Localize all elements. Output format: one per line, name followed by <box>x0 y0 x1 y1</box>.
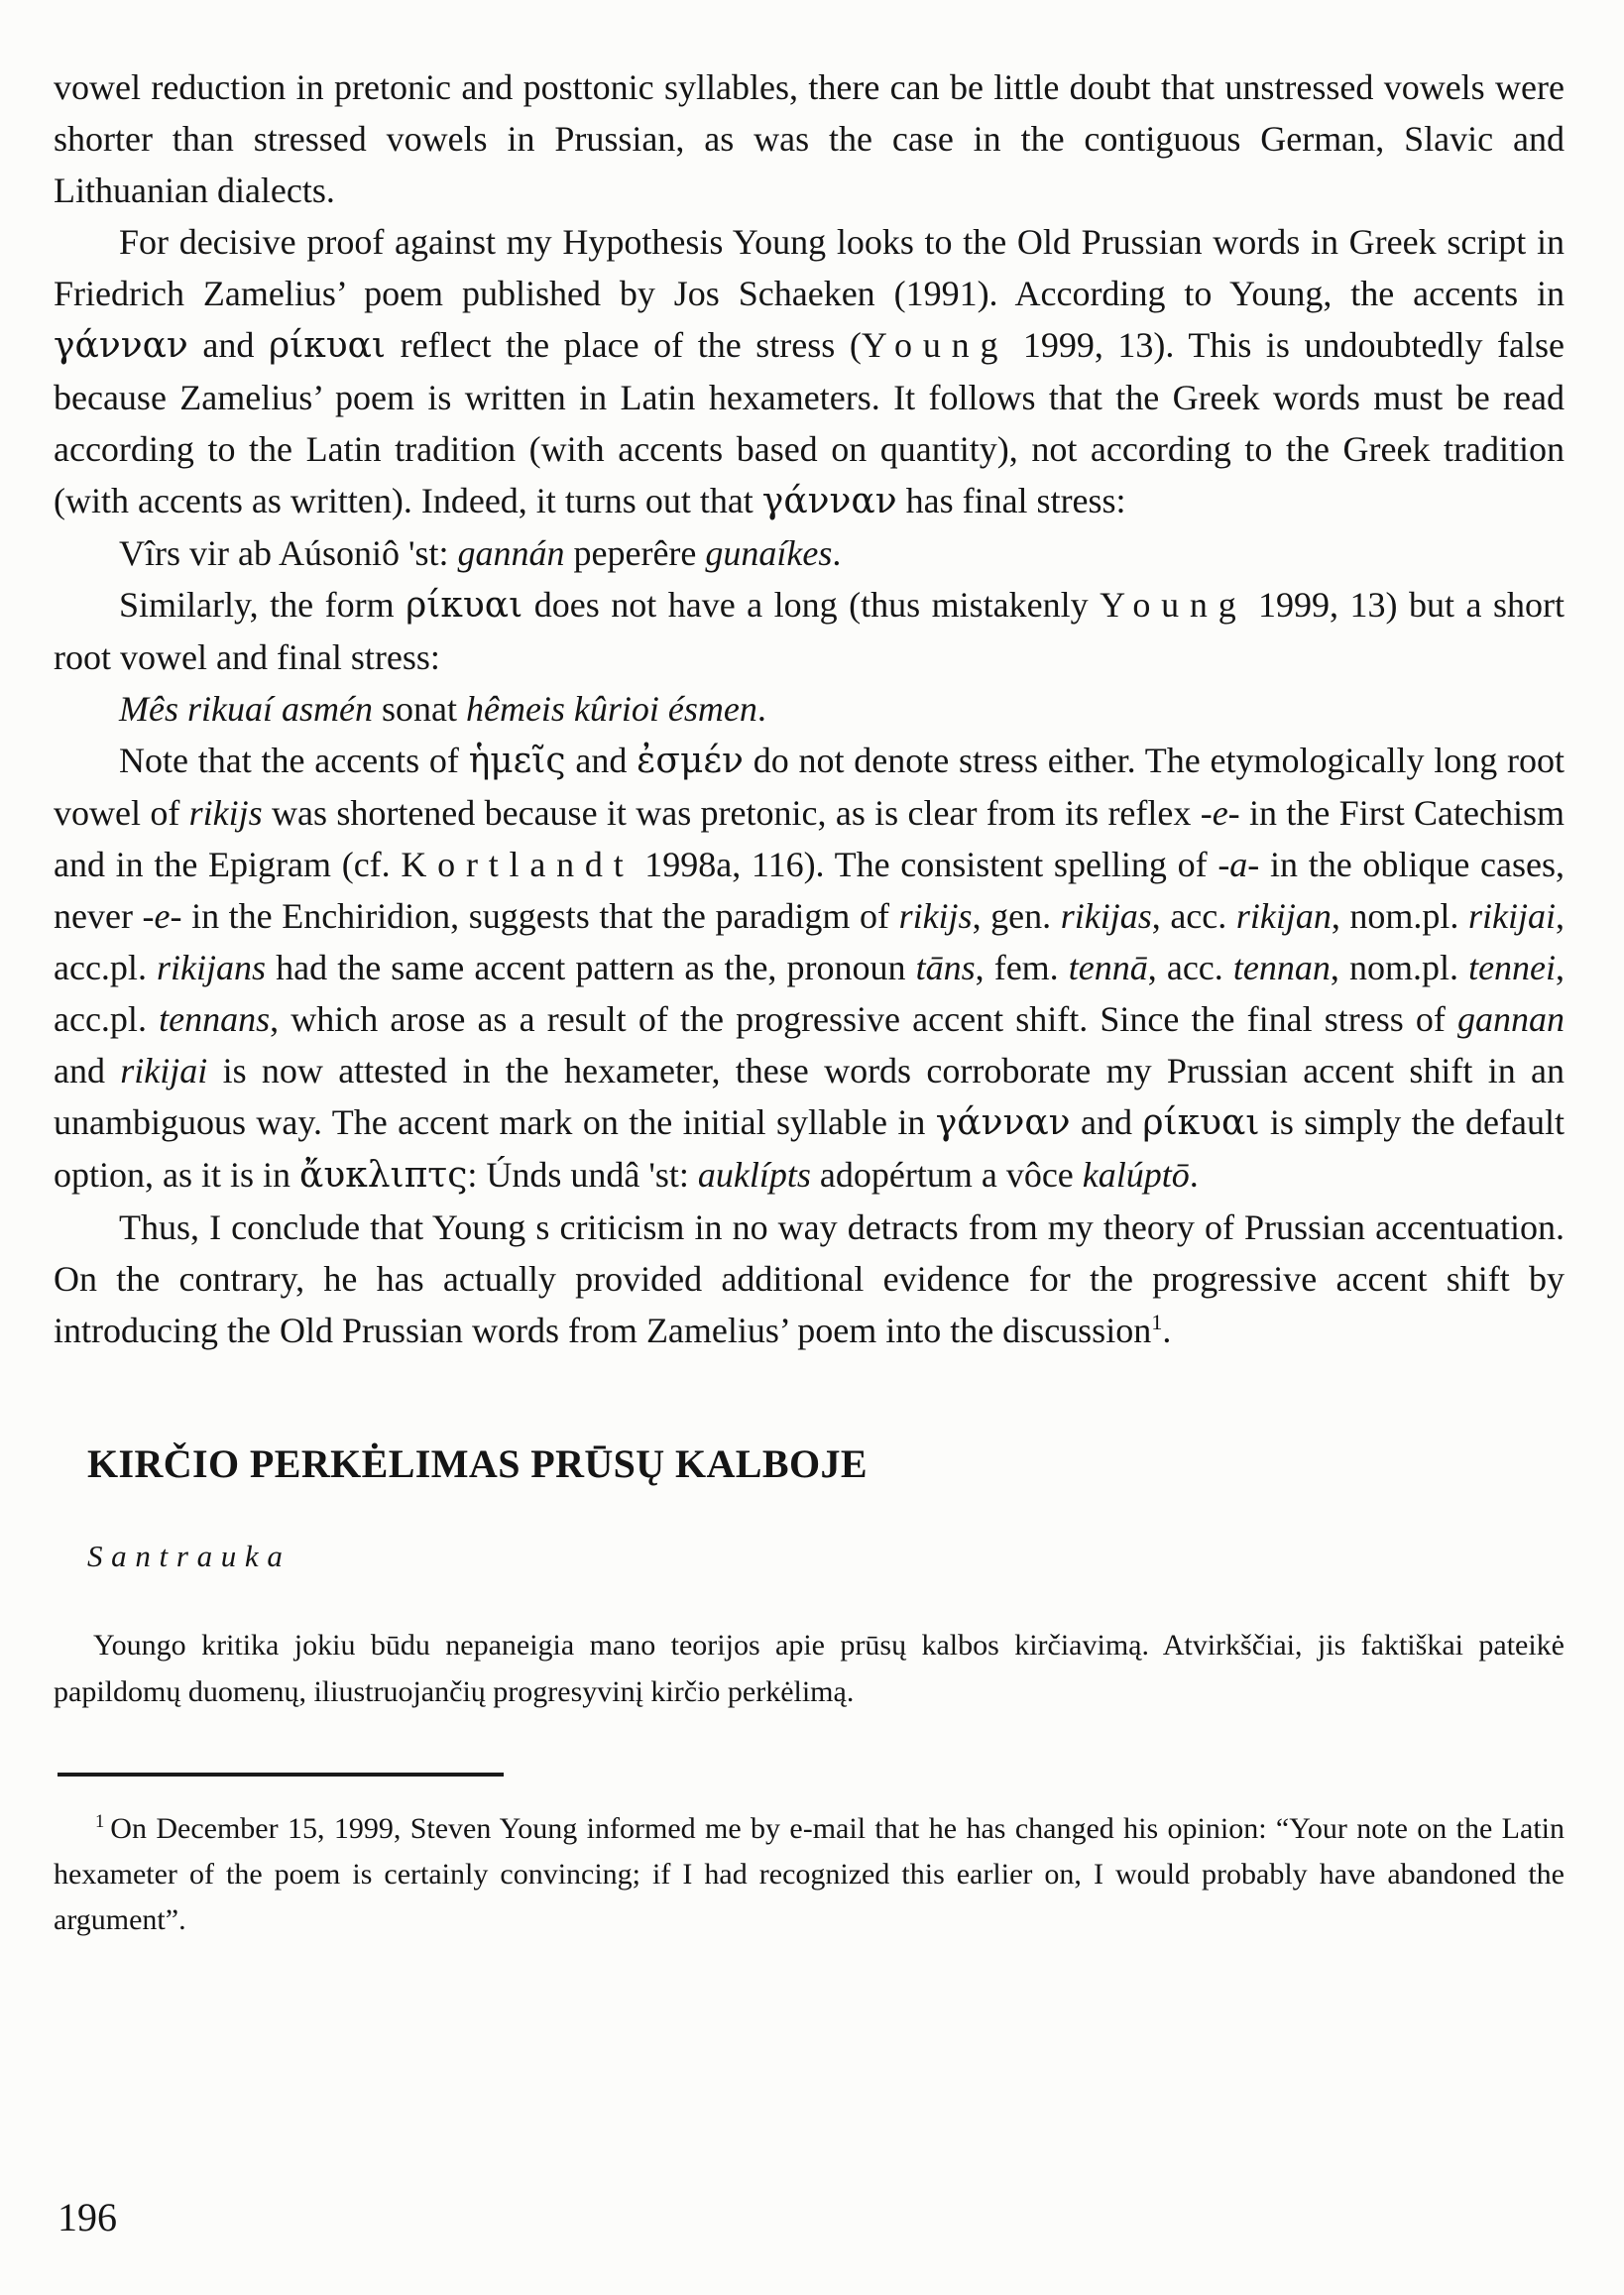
body-paragraph: Thus, I conclude that Young s criticism in no way detracts from my theory of Prussian accentuation. On the contrary, he has actually provided additional evidence for the progressive accent shift by introducing the Old Prussian words from Zamelius’ poem into the discussion$^1$. <box>54 1207 1565 1350</box>
body-paragraph: Similarly, the form ρίκυαι does not have a long (thus mistakenly Young 1999, 13) but a short root vowel and final stress: <box>54 585 1565 677</box>
verse-line: Mês rikuaí asmén sonat hêmeis kûrioi ésmen. <box>119 689 766 729</box>
section-heading: KIRČIO PERKĖLIMAS PRŪSŲ KALBOJE <box>87 1441 868 1486</box>
footnote-marker: 1 <box>95 1811 105 1832</box>
footnote-separator <box>58 1773 504 1777</box>
body-paragraph: For decisive proof against my Hypothesis Young looks to the Old Prussian words in Greek script in Friedrich Zamelius’ poem published by Jos Schaeken (1991). According to Young, the accents in γάνναν and ρίκυαι reflect the place of the stress (Young 1999, 13). This is undoubtedly false because Zamelius’ poem is written in Latin hexameters. It follows that the Greek words must be read according to the Latin tradition (with accents based on quantity), not according to the Greek tradition (with accents as written). Indeed, it turns out that γάνναν has final stress: <box>54 222 1566 521</box>
footnote <box>54 1806 1565 1943</box>
article-body <box>54 61 1565 1356</box>
summary-label: Santrauka <box>87 1539 291 1573</box>
body-paragraph: vowel reduction in pretonic and posttonic syllables, there can be little doubt that unstressed vowels were shorter than stressed vowels in Prussian, as was the case in the contiguous German, Slavic and Lithuanian dialects. <box>54 67 1565 210</box>
summary-paragraph: Youngo kritika jokiu būdu nepaneigia mano teorijos apie prūsų kalbos kirčiavimą. Atvirkščiai, jis faktiškai pateikė papildomų duomenų, iliustruojančių progresyvinį kirčio perkėlimą. <box>54 1629 1565 1708</box>
page-number: 196 <box>58 2195 117 2239</box>
footnote-text: On December 15, 1999, Steven Young informed me by e-mail that he has changed his opinion: “Your note on the Latin hexameter of the poem is certainly convincing; if I had recognized this earlier on, I would probably have abandoned the argument”. <box>54 1812 1565 1936</box>
body-paragraph: Note that the accents of ἡμεῖς and ἐσμέν do not denote stress either. The etymologically long root vowel of rikijs was shortened because it was pretonic, as is clear from its reflex -e- in the First Catechism and in the Epigram (cf. Kortlandt 1998a, 116). The consistent spelling of -a- in the oblique cases, never -e- in the Enchiridion, suggests that the paradigm of rikijs, gen. rikijas, acc. rikijan, nom.pl. rikijai, acc.pl. rikijans had the same accent pattern as the, pronoun tāns, fem. tennā, acc. tennan, nom.pl. tennei, acc.pl. tennans, which arose as a result of the progressive accent shift. Since the final stress of gannan and rikijai is now attested in the hexameter, these words corroborate my Prussian accent shift in an unambiguous way. The accent mark on the initial syllable in γάνναν and ρίκυαι is simply the default option, as it is in ἄυκλιπτς: Únds undâ 'st: auklípts adopértum a vôce kalúptō. <box>54 741 1566 1196</box>
verse-line: Vîrs vir ab Aúsoniô 'st: gannán peperêre gunaíkes. <box>119 533 842 573</box>
